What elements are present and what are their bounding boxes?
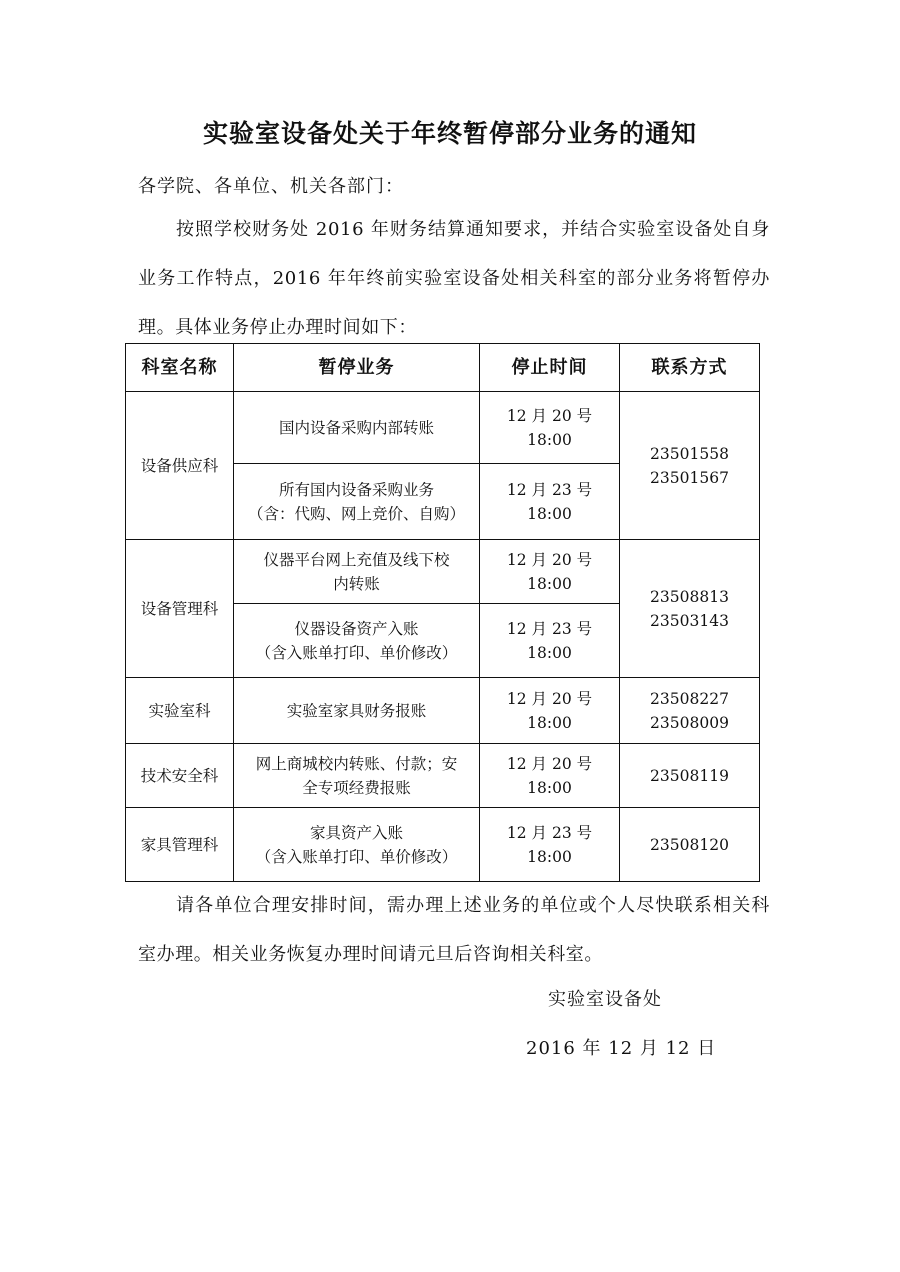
business-line: （含入账单打印、单价修改） bbox=[255, 643, 458, 662]
time-date: 12 月 20 号 bbox=[506, 550, 593, 569]
business-cell bbox=[234, 464, 480, 540]
time-cell bbox=[480, 678, 620, 744]
time-hour: 18:00 bbox=[527, 430, 572, 449]
contact-cell bbox=[620, 678, 760, 744]
suspension-table bbox=[125, 343, 760, 882]
dept-cell: 技术安全科 bbox=[126, 744, 234, 808]
time-hour: 18:00 bbox=[527, 643, 572, 662]
time-cell bbox=[480, 540, 620, 604]
table-row bbox=[126, 744, 760, 808]
time-hour: 18:00 bbox=[527, 713, 572, 732]
time-cell bbox=[480, 604, 620, 678]
business-line: 所有国内设备采购业务 bbox=[278, 480, 434, 499]
business-cell bbox=[234, 540, 480, 604]
contact-cell bbox=[620, 392, 760, 540]
contact-cell bbox=[620, 744, 760, 808]
contact-cell bbox=[620, 808, 760, 882]
business-line: 家具资产入账 bbox=[309, 823, 403, 842]
dept-cell: 设备管理科 bbox=[126, 540, 234, 678]
time-cell bbox=[480, 392, 620, 464]
time-hour: 18:00 bbox=[527, 778, 572, 797]
contact-cell bbox=[620, 540, 760, 678]
header-business: 暂停业务 bbox=[234, 344, 480, 392]
business-line: 全专项经费报账 bbox=[302, 778, 411, 797]
phone-number: 23508009 bbox=[650, 713, 729, 732]
greeting: 各学院、各单位、机关各部门： bbox=[138, 176, 404, 197]
business-cell bbox=[234, 392, 480, 464]
business-line: （含：代购、网上竞价、自购） bbox=[247, 504, 465, 523]
table-row bbox=[126, 808, 760, 882]
time-hour: 18:00 bbox=[527, 847, 572, 866]
time-date: 12 月 23 号 bbox=[506, 480, 593, 499]
business-line: 实验室家具财务报账 bbox=[286, 701, 427, 720]
header-contact: 联系方式 bbox=[620, 344, 760, 392]
table-row bbox=[126, 540, 760, 604]
business-line: 仪器平台网上充值及线下校 bbox=[263, 550, 450, 569]
time-cell bbox=[480, 744, 620, 808]
business-line: 仪器设备资产入账 bbox=[294, 619, 419, 638]
table-row bbox=[126, 392, 760, 464]
time-date: 12 月 23 号 bbox=[506, 619, 593, 638]
dept-cell: 实验室科 bbox=[126, 678, 234, 744]
table-row bbox=[126, 678, 760, 744]
phone-number: 23501558 bbox=[650, 444, 729, 463]
business-cell bbox=[234, 744, 480, 808]
header-time: 停止时间 bbox=[480, 344, 620, 392]
phone-number: 23508813 bbox=[650, 587, 729, 606]
phone-number: 23503143 bbox=[650, 611, 729, 630]
time-hour: 18:00 bbox=[527, 574, 572, 593]
phone-number: 23508120 bbox=[650, 835, 729, 854]
closing-paragraph: 请各单位合理安排时间，需办理上述业务的单位或个人尽快联系相关科室办理。相关业务恢复办理时间请元旦后咨询相关科室。 bbox=[138, 895, 770, 965]
dept-cell: 设备供应科 bbox=[126, 392, 234, 540]
business-line: 网上商城校内转账、付款；安 bbox=[255, 754, 458, 773]
business-cell bbox=[234, 808, 480, 882]
phone-number: 23508119 bbox=[650, 766, 729, 785]
intro-paragraph: 按照学校财务处 2016 年财务结算通知要求，并结合实验室设备处自身业务工作特点，2016 年年终前实验室设备处相关科室的部分业务将暂停办理。具体业务停止办理时间如下： bbox=[138, 219, 770, 338]
table-header-row bbox=[126, 344, 760, 392]
business-line: 内转账 bbox=[333, 574, 380, 593]
time-date: 12 月 23 号 bbox=[506, 823, 593, 842]
dept-cell: 家具管理科 bbox=[126, 808, 234, 882]
time-cell bbox=[480, 464, 620, 540]
time-date: 12 月 20 号 bbox=[506, 689, 593, 708]
time-cell bbox=[480, 808, 620, 882]
phone-number: 23501567 bbox=[650, 468, 729, 487]
time-hour: 18:00 bbox=[527, 504, 572, 523]
business-line: 国内设备采购内部转账 bbox=[278, 418, 434, 437]
phone-number: 23508227 bbox=[650, 689, 729, 708]
signature: 实验室设备处 bbox=[548, 989, 662, 1010]
business-cell bbox=[234, 604, 480, 678]
notice-title: 实验室设备处关于年终暂停部分业务的通知 bbox=[202, 119, 697, 148]
business-cell bbox=[234, 678, 480, 744]
issue-date: 2016 年 12 月 12 日 bbox=[526, 1038, 717, 1059]
business-line: （含入账单打印、单价修改） bbox=[255, 847, 458, 866]
header-dept: 科室名称 bbox=[126, 344, 234, 392]
time-date: 12 月 20 号 bbox=[506, 406, 593, 425]
time-date: 12 月 20 号 bbox=[506, 754, 593, 773]
